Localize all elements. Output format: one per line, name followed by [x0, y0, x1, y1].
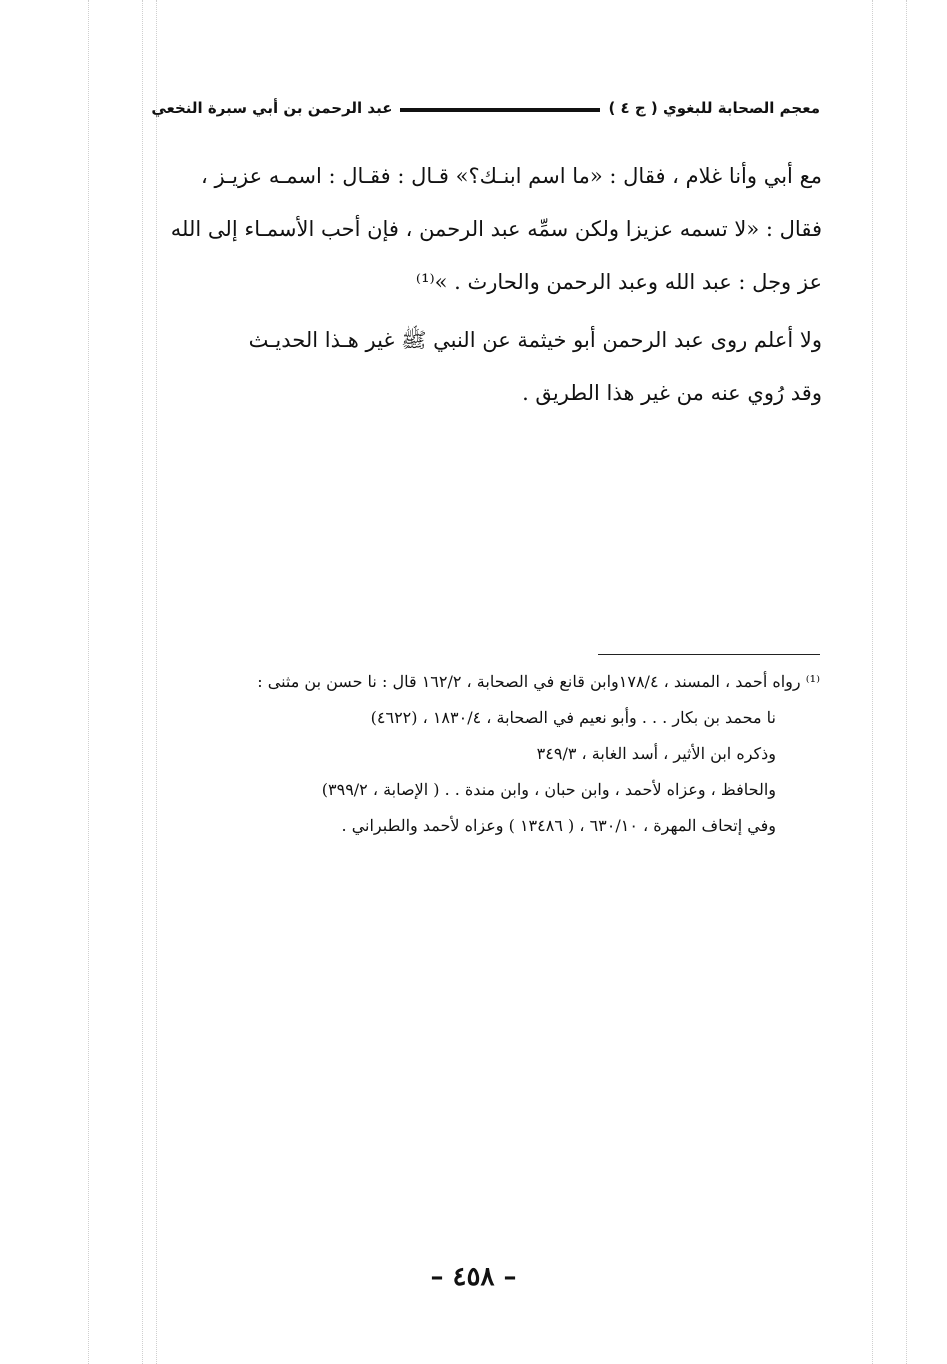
scan-guide-line	[88, 0, 89, 1364]
body-line: مع أبي وأنا غلام ، فقال : «ما اسم ابنـك؟» قـال : فقـال : اسمـه عزيـز ،	[200, 164, 822, 188]
header-title: معجم الصحابة للبغوي ( ج ٤ )	[608, 99, 820, 117]
header-rule	[400, 108, 600, 112]
running-header	[140, 92, 820, 124]
body-line: وقد رُوي عنه من غير هذا الطريق .	[522, 381, 822, 405]
footnote-line: نا محمد بن بكار . . . وأبو نعيم في الصحابة ، ١٨٣٠/٤ ، (٤٦٢٢)	[370, 708, 776, 727]
footnotes	[90, 664, 820, 844]
body-line: فقال : «لا تسمه عزيزا ولكن سمِّه عبد الرحمن ، فإن أحب الأسمـاء إلى الله	[170, 217, 822, 241]
footnote-separator	[598, 654, 820, 655]
header-subject: عبد الرحمن بن أبي سبرة النخعي	[151, 99, 393, 117]
scan-guide-line	[906, 0, 907, 1364]
footnote-line: وفي إتحاف المهرة ، ٦٣٠/١٠ ، ( ١٣٤٨٦ ) وعزاه لأحمد والطبراني .	[341, 816, 776, 835]
footnote-line: وذكره ابن الأثير ، أسد الغابة ، ٣٤٩/٣	[536, 744, 776, 763]
footnote-line: ⁽¹⁾ رواه أحمد ، المسند ، ١٧٨/٤وابن قانع في الصحابة ، ١٦٢/٢ قال : نا حسن بن مثنى :	[257, 672, 820, 691]
body-line: ولا أعلم روى عبد الرحمن أبو خيثمة عن النبي ﷺ غير هـذا الحديـث	[248, 328, 822, 352]
main-text	[110, 150, 822, 420]
scan-guide-line	[872, 0, 873, 1364]
page-number: – ٤٥٨ –	[430, 1262, 517, 1292]
body-line: عز وجل : عبد الله وعبد الرحمن والحارث . »⁽¹⁾	[415, 270, 822, 294]
footnote-line: والحافظ ، وعزاه لأحمد ، وابن حبان ، وابن مندة . . ( الإصابة ، ٣٩٩/٢)	[321, 780, 776, 799]
